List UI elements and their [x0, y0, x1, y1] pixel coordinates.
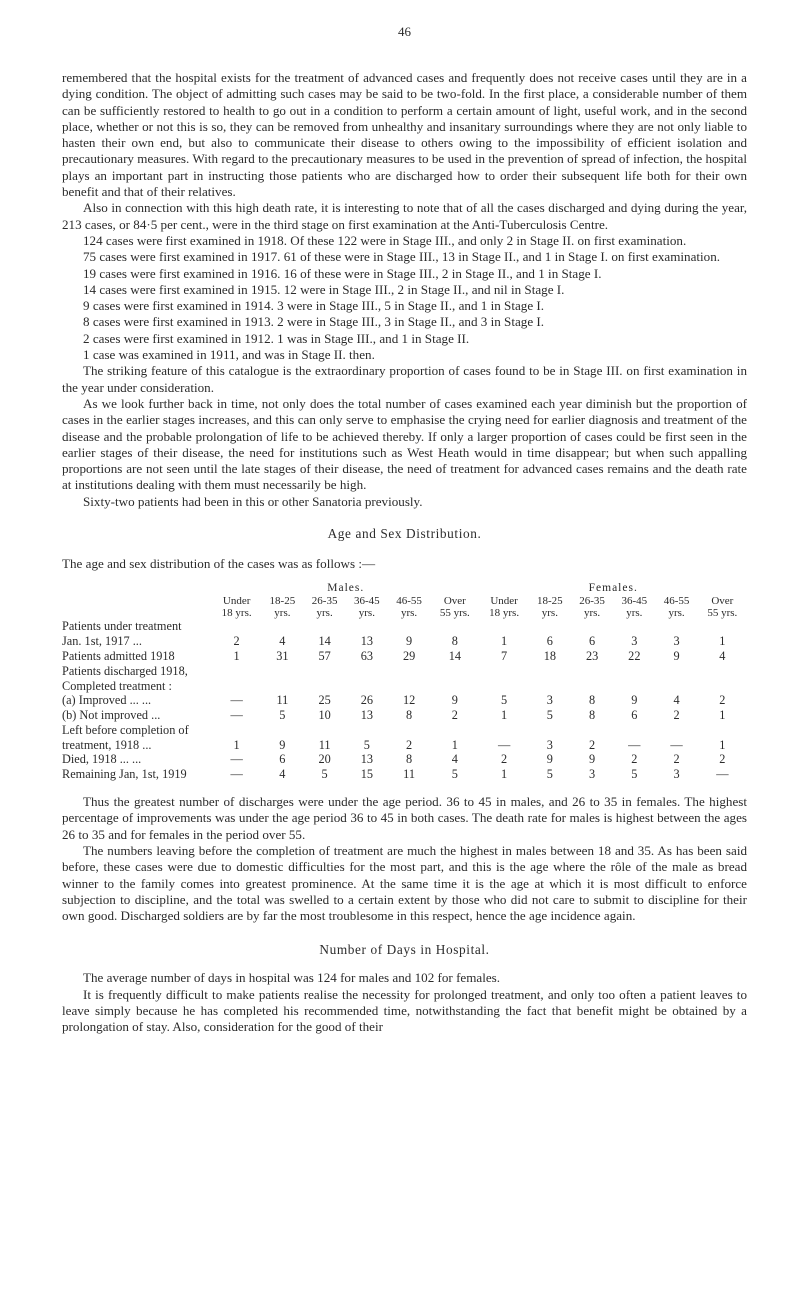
table-cell: 11: [403, 767, 415, 782]
table-cell: —: [230, 752, 243, 767]
table-row: [62, 649, 747, 664]
table-row: [62, 664, 747, 708]
column-header-line: 26-35: [311, 595, 338, 608]
table-row: [62, 767, 747, 782]
spacer: [62, 782, 747, 794]
table-cell: 13: [360, 634, 373, 649]
table-cell: 1: [501, 708, 508, 723]
table-cell: 5: [546, 708, 553, 723]
table-cell: 25: [318, 693, 331, 708]
table-cell: 6: [546, 634, 553, 649]
table-cell: 4: [279, 634, 286, 649]
table-cell: 1: [501, 767, 508, 782]
paragraph: The numbers leaving before the completion of treatment are much the highest in males between 18 and 35. As has been said before, these cases were due to domestic difficulties for the most part, and this is the age where the rôle of the male as bread winner to the family comes into greatest prominence. At the same time it is the age at which it is most difficult to enforce subjection to discipline, and the total was swelled to a certain extent by those who did not care to submit to discipline for their own good. Discharged soldiers are by far the most troublesome in this respect, hence the age incidence again.: [62, 842, 747, 924]
table-intro: The age and sex distribution of the cases was as follows :—: [62, 556, 376, 572]
table-cell: 2: [631, 752, 638, 767]
table-cell: 18: [543, 648, 556, 663]
row-label: [62, 649, 212, 664]
row-label: [62, 723, 212, 753]
column-header-line: Under: [490, 595, 518, 608]
table-cell: 57: [318, 648, 331, 663]
paragraph: 75 cases were first examined in 1917. 61 of these were in Stage III., 13 in Stage II., and 1 in Stage I. on first examination.: [83, 249, 721, 265]
column-header-line: 18-25: [537, 595, 563, 608]
table-cell: 5: [501, 693, 508, 708]
page-number: 46: [398, 24, 411, 39]
table-cell: 5: [451, 767, 458, 782]
table-cell: 2: [406, 737, 413, 752]
row-label: [62, 767, 212, 782]
table-cell: 3: [589, 767, 596, 782]
table-cell: 2: [501, 752, 508, 767]
table-cell: 4: [451, 752, 458, 767]
column-header-line: 55 yrs.: [707, 606, 738, 619]
column-header: [388, 594, 430, 619]
section-heading: Age and Sex Distribution.: [327, 526, 482, 542]
table-cell: 2: [589, 737, 596, 752]
column-header: [655, 594, 697, 619]
table-cell: 9: [546, 752, 553, 767]
paragraph: 1 case was examined in 1911, and was in Stage II. then.: [83, 347, 375, 363]
column-header-line: yrs.: [583, 606, 601, 619]
column-header: [613, 594, 655, 619]
column-header: [571, 594, 613, 619]
document-page: [62, 24, 747, 1036]
paragraph: 8 cases were first examined in 1913. 2 were in Stage III., 3 in Stage II., and 3 in Stage I.: [83, 314, 545, 330]
table-cell: 1: [719, 708, 726, 723]
table-cell: 8: [589, 708, 596, 723]
table-cell: 14: [318, 634, 331, 649]
column-header: [304, 594, 346, 619]
column-header-line: yrs.: [358, 606, 375, 619]
table-cell: 1: [233, 737, 240, 752]
table-cell: 9: [406, 634, 413, 649]
table-cell: 3: [546, 693, 553, 708]
column-header-line: 46-55: [396, 595, 422, 608]
row-label-header: [62, 594, 212, 619]
row-label: [62, 708, 212, 723]
table-cell: 5: [363, 737, 370, 752]
table-cell: 8: [589, 693, 596, 708]
paragraph: 9 cases were first examined in 1914. 3 were in Stage III., 5 in Stage II., and 1 in Stage I.: [83, 298, 545, 314]
table-cell: 6: [631, 708, 638, 723]
column-header: [346, 594, 388, 619]
section-heading: Number of Days in Hospital.: [319, 942, 490, 958]
top-text: [62, 70, 747, 510]
column-header-line: 46-55: [663, 595, 690, 608]
table-corner: [62, 574, 212, 594]
column-header-line: 55 yrs.: [439, 606, 470, 619]
table-cell: 5: [279, 708, 286, 723]
table-cell: 9: [589, 752, 596, 767]
table-cell: 3: [546, 737, 553, 752]
paragraph: Sixty-two patients had been in this or other Sanatoria previously.: [83, 493, 423, 509]
row-label-line: (a) Improved ... ...: [62, 693, 152, 708]
column-header-line: 18-25: [269, 595, 296, 608]
paragraph: The striking feature of this catalogue is the extraordinary proportion of cases found to be in Stage III. on first examination in the year under consideration.: [62, 363, 747, 395]
table-cell: 23: [585, 648, 599, 663]
table-row: [62, 708, 747, 723]
column-header-line: yrs.: [668, 606, 685, 619]
column-header-line: 18 yrs.: [489, 606, 520, 619]
column-header-line: yrs.: [626, 606, 643, 619]
column-header-line: 36-45: [354, 595, 380, 608]
row-label-line: Died, 1918 ... ...: [62, 752, 142, 767]
column-header-line: yrs.: [316, 606, 333, 619]
table-cell: 12: [402, 693, 416, 708]
row-label-line: (b) Not improved ...: [62, 708, 161, 723]
table-row: [62, 619, 747, 649]
table-cell: 1: [501, 634, 508, 649]
row-label: [62, 619, 212, 649]
column-header-line: yrs.: [400, 606, 418, 619]
table-cell: 3: [673, 767, 680, 782]
column-header-line: Over: [711, 595, 734, 608]
column-header: [698, 594, 747, 619]
column-header: [529, 594, 571, 619]
table-cell: 9: [673, 648, 680, 663]
age-sex-table: [62, 574, 747, 782]
row-label-line: Left before completion of: [62, 722, 189, 737]
row-label-line: Remaining Jan, 1st, 1919: [62, 767, 187, 782]
table-cell: —: [497, 737, 511, 752]
table-cell: 15: [360, 767, 373, 782]
column-header-line: 26-35: [579, 595, 605, 608]
females-group-header: Females.: [588, 582, 638, 595]
table-cell: 5: [546, 767, 553, 782]
table-cell: 14: [448, 648, 461, 663]
table-cell: 31: [276, 648, 289, 663]
table-cell: 11: [318, 737, 331, 752]
paragraph: 19 cases were first examined in 1916. 16 of these were in Stage III., 2 in Stage II., and 1 in Stage I.: [83, 265, 602, 281]
table-cell: 1: [719, 737, 726, 752]
table-cell: 13: [360, 708, 373, 723]
table-cell: —: [230, 767, 243, 782]
table-cell: 2: [233, 634, 240, 649]
table-cell: 8: [451, 634, 458, 649]
table-cell: 5: [321, 767, 328, 782]
table-cell: 2: [673, 752, 680, 767]
column-header: [212, 594, 261, 619]
table-cell: —: [230, 708, 243, 723]
table-cell: 10: [318, 708, 331, 723]
row-label-line: Patients discharged 1918,: [62, 663, 188, 678]
table-cell: 2: [719, 752, 726, 767]
table-cell: 29: [402, 648, 416, 663]
paragraph: 124 cases were first examined in 1918. Of these 122 were in Stage III., and only 2 in Stage II. on first examination.: [83, 232, 687, 248]
table-cell: 4: [719, 648, 726, 663]
table-row: [62, 752, 747, 767]
row-label-line: Patients admitted 1918: [62, 648, 175, 663]
row-label-line: Completed treatment :: [62, 678, 172, 693]
table-row: [62, 723, 747, 753]
row-label: [62, 752, 212, 767]
table-cell: 13: [360, 752, 373, 767]
paragraph: As we look further back in time, not only does the total number of cases examined each year diminish but the proportion of cases in the earlier stages increases, and this can only serve to emphasise the crying need for earlier diagnosis and treatment of the disease and the probable prolongation of life to be achieved thereby. If only a larger proportion of cases could be first seen in the earlier stages of their disease, the need for institutions such as West Heath would in time disappear; but when such appalling proportions are not seen until the late stages of their disease, the need of treatment for advanced cases remains and the death rate at institutions dealing with them must necessarily be high.: [62, 395, 747, 493]
paragraph: 2 cases were first examined in 1912. 1 was in Stage III., and 1 in Stage II.: [83, 330, 470, 346]
paragraph: Thus the greatest number of discharges were under the age period. 36 to 45 in males, and 26 to 35 in females. The highest percentage of improvements was under the age period 36 to 45 in both cases. The death rate for males is highest between the ages 26 to 35 and for females in the period over 55.: [62, 794, 747, 842]
column-header: [430, 594, 479, 619]
row-label-line: Patients under treatment: [62, 619, 182, 634]
column-header: [479, 594, 528, 619]
table-cell: 9: [279, 737, 286, 752]
table-cell: 11: [276, 693, 289, 708]
table-cell: 1: [233, 648, 240, 663]
table-cell: 7: [501, 648, 508, 663]
table-cell: 5: [631, 767, 638, 782]
column-header-line: yrs.: [541, 606, 558, 619]
paragraph: remembered that the hospital exists for the treatment of advanced cases and frequently does not receive cases until they are in a dying condition. The object of admitting such cases may be said to be two-fold. In the first place, a considerable number of them can be sufficiently restored to health to go out in a condition to perform a certain amount of light, useful work, and in the second place, whether or not this is so, they can be removed from unhealthy and insanitary surroundings where they are not only liable to hasten their own end, but also to communicate their disease to others owing to the impossibility of efficient isolation and precautionary measures. With regard to the precautionary measures to be used in the prevention of spread of infection, the hospital plays an important part in instructing those patients who are discharged how to order their subsequent life both for their own benefit and that of their relatives.: [62, 70, 747, 200]
row-label-line: Jan. 1st, 1917 ...: [62, 634, 142, 649]
table-cell: 22: [628, 648, 641, 663]
column-header-line: 18 yrs.: [221, 606, 252, 619]
paragraph: 14 cases were first examined in 1915. 12 were in Stage III., 2 in Stage II., and nil in Stage I.: [83, 281, 565, 297]
table-cell: —: [628, 737, 641, 752]
table-cell: 2: [451, 708, 458, 723]
table-cell: —: [230, 693, 243, 708]
column-header: [261, 594, 303, 619]
table-cell: 2: [719, 693, 726, 708]
table-cell: 6: [589, 634, 596, 649]
table-cell: 63: [360, 648, 373, 663]
table-cell: 4: [279, 767, 286, 782]
table-cell: 2: [673, 708, 680, 723]
column-header-line: Under: [222, 595, 251, 608]
table-cell: —: [670, 737, 683, 752]
column-header-line: 36-45: [621, 595, 648, 608]
row-label: [62, 664, 212, 708]
table-cell: 3: [673, 634, 680, 649]
table-cell: 1: [451, 737, 458, 752]
paragraph: Also in connection with this high death rate, it is interesting to note that of all the cases discharged and dying during the year, 213 cases, or 84·5 per cent., were in the third stage on first examination at the Anti-Tuberculosis Centre.: [62, 200, 747, 232]
table-cell: 9: [631, 693, 638, 708]
males-group-header: Males.: [327, 582, 365, 595]
table-cell: 26: [360, 693, 373, 708]
table-cell: 1: [719, 634, 726, 649]
paragraph: The average number of days in hospital was 124 for males and 102 for females.: [83, 970, 501, 986]
table-cell: 6: [279, 752, 286, 767]
column-header-line: yrs.: [274, 606, 291, 619]
table-cell: 9: [451, 693, 458, 708]
row-label-line: treatment, 1918 ...: [62, 737, 152, 752]
column-header-line: Over: [443, 595, 466, 608]
table-cell: 20: [318, 752, 331, 767]
table-cell: 8: [406, 752, 413, 767]
table-cell: 8: [406, 708, 413, 723]
table-cell: —: [716, 767, 729, 782]
paragraph: It is frequently difficult to make patients realise the necessity for prolonged treatment, and only too often a patient leaves to leave simply because he has completed his recommended time, notwithstanding the fact that benefit might be obtained by a prolongation of stay. Also, consideration for the good of their: [62, 986, 747, 1035]
table-cell: 3: [631, 634, 638, 649]
table-cell: 4: [673, 693, 680, 708]
